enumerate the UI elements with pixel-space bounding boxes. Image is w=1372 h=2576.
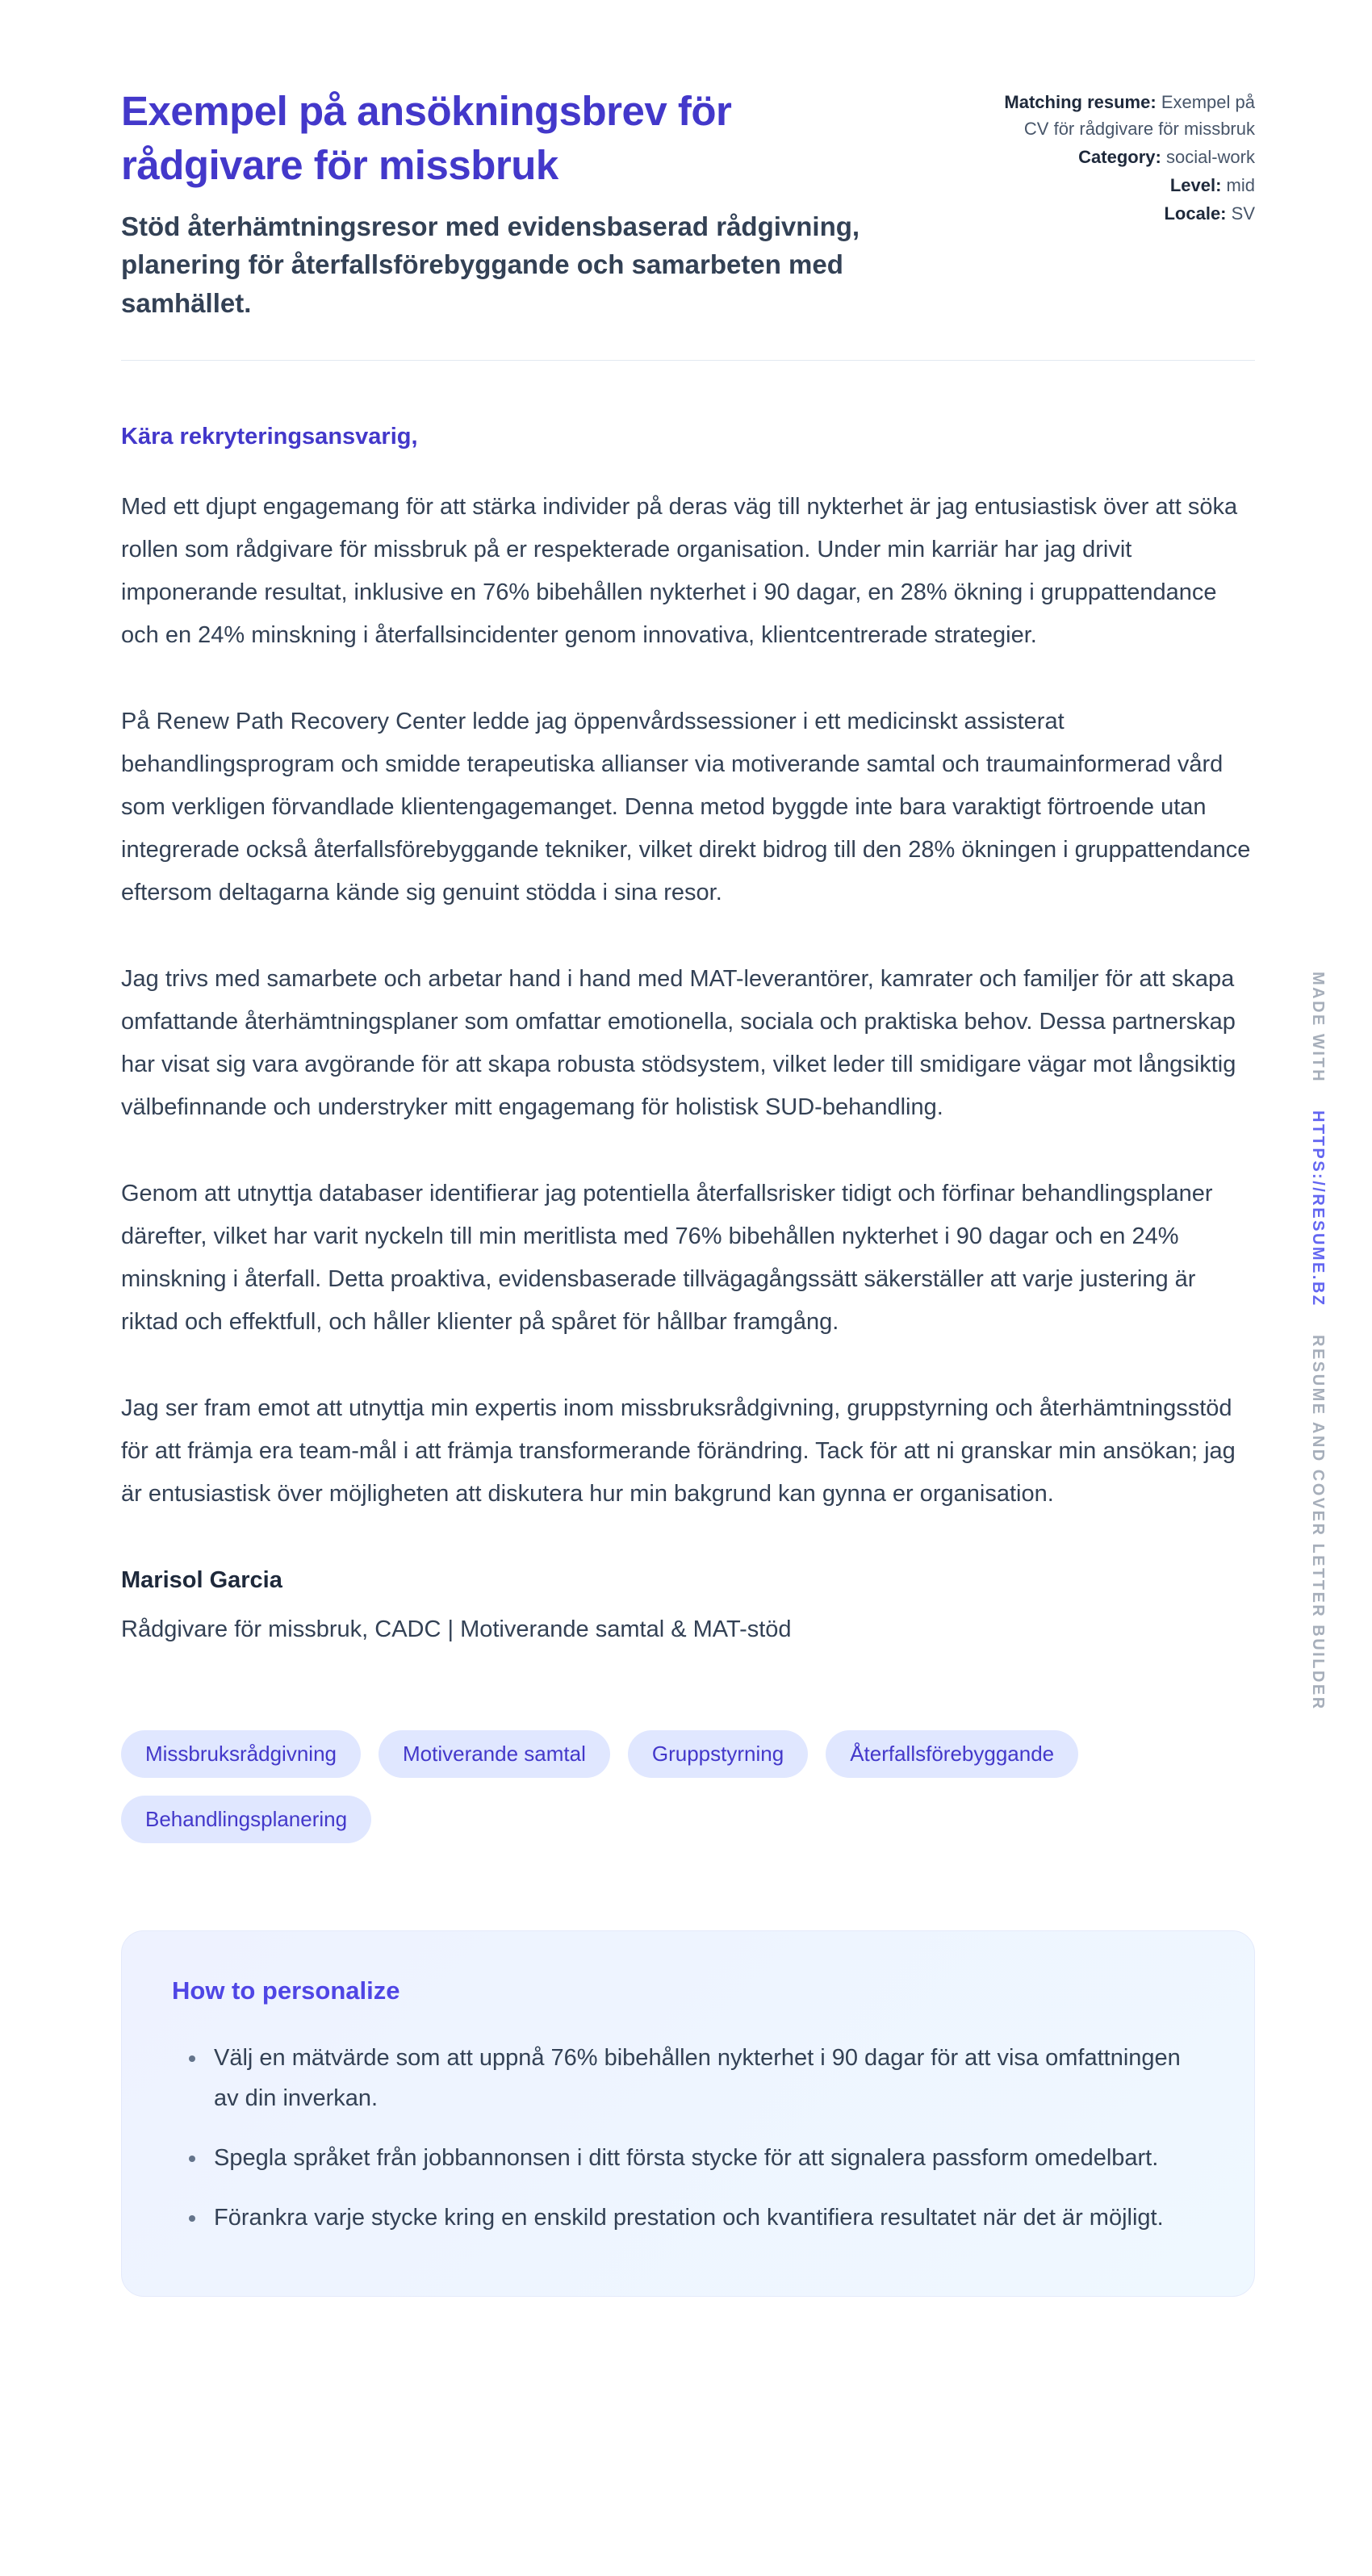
tag-motiverande-samtal: Motiverande samtal — [379, 1730, 610, 1778]
tag-missbruksradgivning: Missbruksrådgivning — [121, 1730, 361, 1778]
letter-paragraph: Genom att utnyttja databaser identifierar jag potentiella återfallsrisker tidigt och förfinar behandlingsplaner därefter, vilket har varit nyckeln till min meritlista med 76% bibehållen nykterhet i 90 dagar och en 24% minskning i återfall. Detta proaktiva, evidensbaserade tillvägagångssätt säkerställer att varje justering är riktad och effektfull, och håller klienter på spåret för hållbar framgång. — [121, 1181, 1213, 1336]
letter-paragraph: Med ett djupt engagemang för att stärka individer på deras väg till nykterhet är jag entusiastisk över att söka rollen som rådgivare för missbruk på er respekterade organisation. Under min karriär har jag drivit imponerande resultat, inklusive en 76% bibehållen nykterhet i 90 dagar, en 28% ökning i gruppattendance och en 24% minskning i återfallsincidenter genom innovativa, klientcentrerade strategier. — [121, 494, 1238, 649]
meta-value: mid — [1226, 175, 1255, 195]
page-header — [121, 84, 1255, 323]
meta-locale — [981, 200, 1255, 227]
meta-level — [981, 172, 1255, 199]
letter-paragraph: På Renew Path Recovery Center ledde jag öppenvårdssessioner i ett medicinskt assisterat behandlingsprogram och smidde terapeutiska allianser via motiverande samtal och traumainformerad vård som verkligen förvandlade klientengagemanget. Denna metod byggde inte bara varaktigt förtroende utan integrerade också återfallsförebyggande tekniker, vilket direkt bidrog till den 28% ökningen i gruppattendance eftersom deltagarna kände sig genuint stödda i sina resor. — [121, 709, 1251, 906]
cover-letter-page — [121, 0, 1255, 2297]
personalize-list — [172, 2038, 1204, 2238]
page-subtitle: Stöd återhämtningsresor med evidensbaserad rådgivning, planering för återfallsförebyggande och samarbeten med samhället. — [121, 211, 860, 319]
letter-paragraph: Jag ser fram emot att utnyttja min expertis inom missbruksrådgivning, gruppstyrning och återhämtningsstöd för att främja era team-mål i att främja transformerande förändring. Tack för att ni granskar min ansökan; jag är entusiastisk över möjligheten att diskutera hur min bakgrund kan gynna er organisation. — [121, 1395, 1236, 1508]
letter-salutation: Kära rekryteringsansvarig, — [121, 424, 418, 450]
personalize-item: • Förankra varje stycke kring en enskild prestation och kvantifiera resultatet när det är möjligt. — [207, 2198, 1204, 2238]
made-with-watermark — [1308, 972, 1327, 1731]
meta-matching-resume — [981, 89, 1255, 142]
personalize-title: How to personalize — [172, 1976, 400, 2005]
tag-gruppstyrning: Gruppstyrning — [628, 1730, 808, 1778]
personalize-box — [121, 1930, 1255, 2297]
meta-value: SV — [1231, 203, 1255, 224]
letter-paragraph: Jag trivs med samarbete och arbetar hand i hand med MAT-leverantörer, kamrater och familjer för att skapa omfattande återhämtningsplaner som omfattar emotionella, sociala och praktiska behov. Dessa partnerskap har visat sig vara avgörande för att skapa robusta stödsystem, vilket leder till smidigare vägar mot långsiktig välbefinnande och understryker mitt engagemang för holistisk SUD-behandling. — [121, 966, 1236, 1121]
personalize-item: • Spegla språket från jobbannonsen i ditt första stycke för att signalera passform omedelbart. — [207, 2138, 1204, 2178]
meta-label: Level: — [1169, 175, 1222, 195]
header-title-block — [121, 84, 973, 323]
tag-aterfallsforebyggande: Återfallsförebyggande — [826, 1730, 1078, 1778]
meta-label: Matching resume: — [1004, 92, 1157, 112]
resume-bz-link[interactable]: HTTPS://RESUME.BZ — [1309, 1110, 1327, 1307]
watermark-suffix: RESUME AND COVER LETTER BUILDER — [1309, 1334, 1327, 1711]
meta-value: Exempel på CV för rådgivare för missbruk — [1023, 92, 1255, 139]
signature-role: Rådgivare för missbruk, CADC | Motiverande samtal & MAT-stöd — [121, 1616, 792, 1643]
meta-value: social-work — [1165, 147, 1255, 167]
skill-tags — [121, 1730, 1203, 1843]
meta-label: Locale: — [1164, 203, 1227, 224]
meta-category — [981, 144, 1255, 170]
meta-label: Category: — [1078, 147, 1161, 167]
tag-behandlingsplanering: Behandlingsplanering — [121, 1796, 371, 1843]
header-divider — [121, 360, 1255, 361]
watermark-prefix: MADE WITH — [1309, 972, 1327, 1084]
resume-meta — [981, 84, 1255, 228]
letter-body — [121, 424, 1255, 1643]
signature-name: Marisol Garcia — [121, 1567, 282, 1594]
personalize-item: • Välj en mätvärde som att uppnå 76% bibehållen nykterhet i 90 dagar för att visa omfattningen av din inverkan. — [207, 2038, 1204, 2118]
page-title: Exempel på ansökningsbrev för rådgivare för missbruk — [121, 88, 732, 189]
